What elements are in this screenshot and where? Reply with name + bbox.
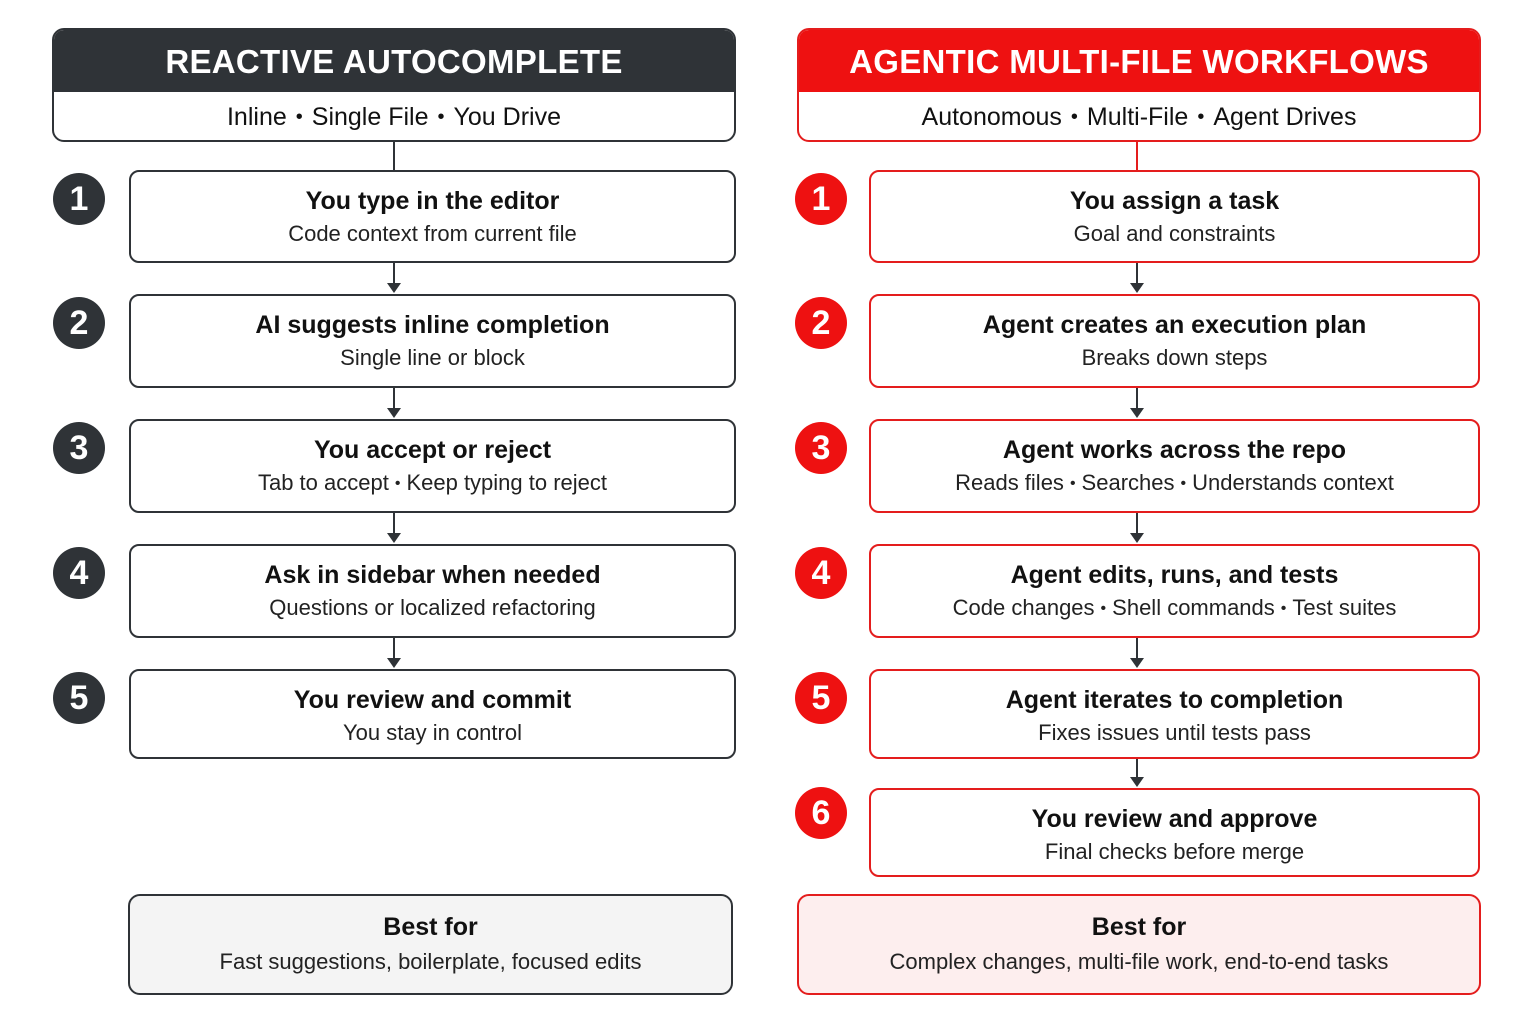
best-for-description: Complex changes, multi-file work, end-to-end tasks	[889, 949, 1389, 974]
desc-part: Searches	[1081, 470, 1175, 495]
agentic-title: AGENTIC MULTI-FILE WORKFLOWS	[799, 30, 1479, 92]
best-for-title: Best for	[1091, 913, 1187, 941]
arrow-down-icon	[1130, 658, 1144, 668]
connector-line	[1136, 512, 1138, 534]
arrow-down-icon	[1130, 777, 1144, 787]
step-title: You type in the editor	[305, 187, 560, 215]
tag: Inline	[226, 103, 287, 131]
step-number-badge: 1	[795, 173, 847, 225]
connector-line	[1136, 262, 1138, 284]
bullet-icon: •	[1069, 475, 1076, 492]
arrow-down-icon	[1130, 533, 1144, 543]
step-number-badge: 5	[795, 672, 847, 724]
step-description: Goal and constraints	[1073, 221, 1276, 246]
bullet-icon: •	[1280, 600, 1287, 617]
step-description: Breaks down steps	[1081, 345, 1268, 370]
step-number-badge: 2	[795, 297, 847, 349]
step-description: Questions or localized refactoring	[269, 595, 596, 620]
connector-line	[1136, 142, 1138, 170]
connector-line	[1136, 637, 1138, 659]
step-description: Single line or block	[340, 345, 525, 370]
step-title: Ask in sidebar when needed	[264, 561, 601, 589]
step-description: Code context from current file	[288, 221, 577, 246]
arrow-down-icon	[1130, 408, 1144, 418]
step-title: Agent creates an execution plan	[982, 311, 1367, 339]
step-box	[869, 170, 1480, 263]
step-box	[869, 669, 1480, 759]
connector-line	[1136, 387, 1138, 409]
desc-part: Understands context	[1192, 470, 1394, 495]
step-box	[869, 788, 1480, 877]
bullet-icon: •	[394, 475, 401, 492]
desc-part: Test suites	[1292, 595, 1397, 620]
desc-part: Shell commands	[1112, 595, 1275, 620]
tag: Multi-File	[1086, 103, 1189, 131]
step-box	[869, 294, 1480, 388]
tag: Single File	[311, 103, 429, 131]
step-description	[871, 469, 1478, 498]
step-box	[869, 419, 1480, 513]
step-title: You accept or reject	[313, 436, 552, 464]
step-number-badge: 2	[53, 297, 105, 349]
step-title: You assign a task	[1069, 187, 1280, 215]
connector-line	[1136, 758, 1138, 778]
step-title: You review and approve	[1031, 805, 1318, 833]
step-number-badge: 5	[53, 672, 105, 724]
desc-part: Keep typing to reject	[406, 470, 608, 495]
step-box	[869, 544, 1480, 638]
agentic-header	[797, 28, 1481, 142]
step-number-badge: 3	[53, 422, 105, 474]
step-title: Agent works across the repo	[1002, 436, 1347, 464]
bullet-icon: •	[437, 106, 445, 128]
step-number-badge: 3	[795, 422, 847, 474]
agentic-tags	[799, 92, 1479, 142]
step-number-badge: 4	[53, 547, 105, 599]
arrow-down-icon	[1130, 283, 1144, 293]
step-number-badge: 6	[795, 787, 847, 839]
bullet-icon: •	[1100, 600, 1107, 617]
bullet-icon: •	[1180, 475, 1187, 492]
step-title: Agent iterates to completion	[1005, 686, 1344, 714]
bullet-icon: •	[1197, 106, 1205, 128]
step-title: AI suggests inline completion	[255, 311, 610, 339]
step-description: Fixes issues until tests pass	[1038, 720, 1311, 745]
step-number-badge: 4	[795, 547, 847, 599]
bullet-icon: •	[295, 106, 303, 128]
desc-part: Code changes	[952, 595, 1095, 620]
step-description: You stay in control	[343, 720, 522, 745]
best-for-box	[797, 894, 1481, 995]
step-description: Final checks before merge	[1044, 839, 1305, 864]
desc-part: Reads files	[955, 470, 1064, 495]
step-number-badge: 1	[53, 173, 105, 225]
step-title: You review and commit	[293, 686, 572, 714]
desc-part: Tab to accept	[257, 470, 389, 495]
tag: Autonomous	[921, 103, 1062, 131]
step-title: Agent edits, runs, and tests	[1010, 561, 1339, 589]
bullet-icon: •	[1070, 106, 1078, 128]
best-for-description: Fast suggestions, boilerplate, focused edits	[219, 949, 642, 974]
tag: Agent Drives	[1213, 103, 1357, 131]
reactive-title: REACTIVE AUTOCOMPLETE	[54, 30, 734, 92]
tag: You Drive	[453, 103, 561, 131]
step-description	[871, 594, 1478, 623]
best-for-title: Best for	[383, 913, 478, 941]
